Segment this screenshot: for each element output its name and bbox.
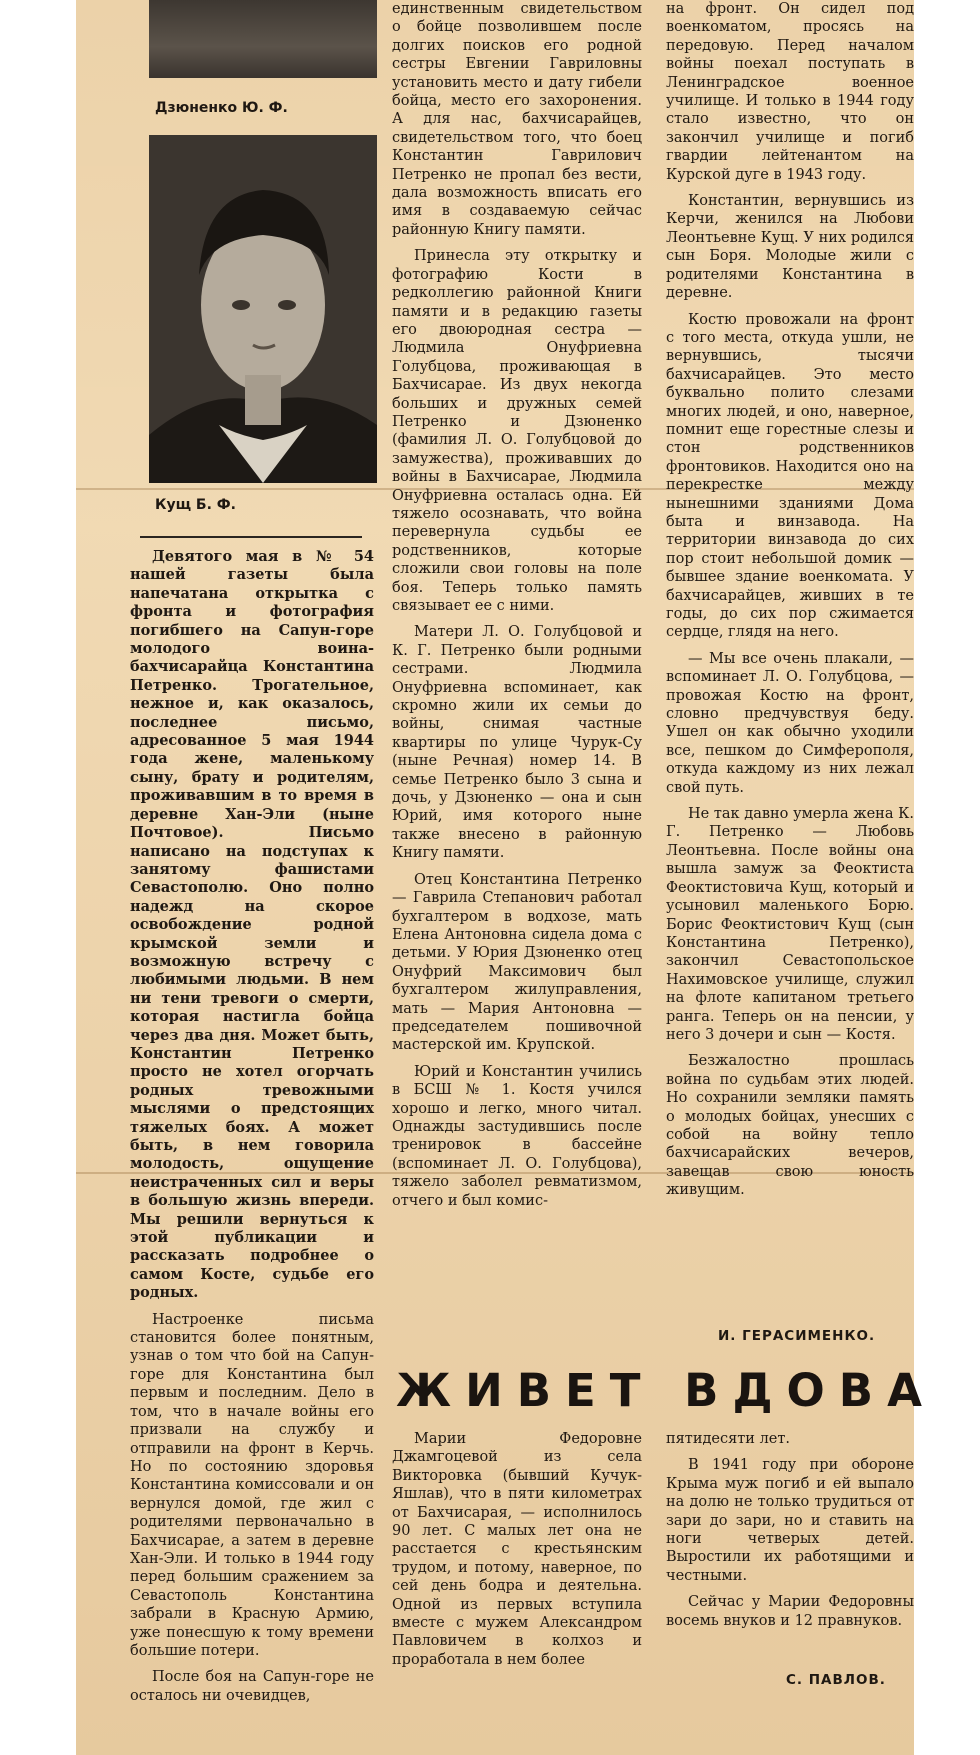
portrait-photo-top (149, 0, 377, 78)
author-signature-2: С. ПАВЛОВ. (786, 1672, 886, 1688)
article-paragraph: Безжалостно прошлась война по судьбам этих людей. Но сохранили земляки память о молодых бойцах, унесших с собой на войну тепло бахчисарайских вечеров, завещав свою юность живущим. (666, 1053, 914, 1199)
article2-column-2 (666, 1430, 914, 1638)
portrait-figure (149, 135, 377, 483)
article-paragraph: Матери Л. О. Голубцовой и К. Г. Петренко были родными сестрами. Людмила Онуфриевна вспоминает, как скромно жили их семьи до войны, снимая частные квартиры по улице Чурук-Су (ныне Речная) номер 14. В семье Петренко было 3 сына и дочь, у Дзюненко — она и сын Юрий, имя которого ныне также внесено в районную Книгу памяти. (392, 624, 642, 862)
portrait-photo-main (149, 135, 377, 483)
article-paragraph: Константин, вернувшись из Керчи, женился на Любови Леонтьевне Кущ. У них родился сын Боря. Молодые жили с родителями Константина в деревне. (666, 193, 914, 302)
article-paragraph: Сейчас у Марии Федоровны восемь внуков и 12 правнуков. (666, 1594, 914, 1629)
article-paragraph: Девятого мая в № 54 нашей газеты была напечатана открытка с фронта и фотография погибшего на Сапун-горе молодого воина-бахчисарайца Константина Петренко. Трогательное, нежное и, как оказалось, последнее письмо, адресованное 5 мая 1944 года жене, маленькому сыну, брату и родителям, проживавшим в то время в деревне Хан-Эли (ныне Почтовое). Письмо написано на подступах к занятому фашистами Севастополю. Оно полно надежд на скорое освобождение родной крымской земли и возможную встречу с любимыми людьми. В нем ни тени тревоги о смерти, которая настигла бойца через два дня. Может быть, Константин Петренко просто не хотел огорчать родных тревожными мыслями о предстоящих тяжелых боях. А может быть, в нем говорила молодость, ощущение неистраченных сил и веры в большую жизнь впереди. Мы решили вернуться к этой публикации и рассказать подробнее о самом Косте, судьбе его родных. (130, 548, 374, 1302)
article-column-3 (666, 0, 914, 1208)
article-paragraph: пятидесяти лет. (666, 1431, 790, 1447)
article-paragraph: Юрий и Константин учились в БСШ № 1. Костя учился хорошо и легко, много читал. Однажды застудившись после тренировок в бассейне (вспоминает Л. О. Голубцова), тяжело заболел ревматизмом, отчего и был комис- (392, 1063, 642, 1209)
article-paragraph: — Мы все очень плакали, — вспоминает Л. О. Голубцова, — провожая Костю на фронт, словно предчувствуя беду. Ушел он как обычно уходили все, пешком до Симферополя, откуда каждому из них лежал свой путь. (666, 650, 914, 796)
author-signature-1: И. ГЕРАСИМЕНКО. (718, 1328, 876, 1344)
article-paragraph: Костю провожали на фронт с того места, откуда ушли, не вернувшись, тысячи бахчисарайцев. Это место буквально полито слезами многих людей, и оно, наверное, помнит еще горестные слезы и стон родственников фронтовиков. Находится оно на перекрестке между нынешними зданиями Дома быта и винзавода. На территории винзавода до сих пор стоит небольшой домик — бывшее здание военкомата. У бахчисарайцев, живших в те годы, до сих пор сжимается сердце, глядя на него. (666, 311, 914, 641)
column-divider (140, 536, 362, 538)
article-paragraph: В 1941 году при обороне Крыма муж погиб и ей выпало на долю не только трудиться от зари до зари, но и ставить на ноги четверых детей. Выростили их работящими и честными. (666, 1457, 914, 1584)
article-paragraph: Не так давно умерла жена К. Г. Петренко — Любовь Леонтьевна. После войны она вышла замуж за Феоктиста Феоктистовича Кущ, который и усыновил маленького Борю. Борис Феоктистович Кущ (сын Константина Петренко), закончил Севастопольское Нахимовское училище, служил на флоте капитаном третьего ранга. Теперь он на пенсии, у него 3 дочери и сын — Костя. (666, 806, 914, 1043)
article2-column-1 (392, 1430, 642, 1677)
article-column-1 (130, 548, 374, 1713)
article-paragraph: Отец Константина Петренко — Гаврила Степанович работал бухгалтером в водхозе, мать Елена Антоновна сидела дома с детьми. У Юрия Дзюненко отец Онуфрий Максимович был бухгалтером жилуправления, мать — Мария Антоновна — председателем пошивочной мастерской им. Крупской. (392, 871, 642, 1054)
article-paragraph: на фронт. Он сидел под военкоматом, просясь на передовую. Перед началом войны поехал поступать в Ленинградское военное училище. И только в 1944 году стало известно, что он закончил училище и погиб гвардии лейтенантом на Курской дуге в 1943 году. (666, 1, 914, 183)
article-paragraph: После боя на Сапун-горе не осталось ни очевидцев, (130, 1669, 374, 1704)
article-headline: ЖИВЕТ ВДОВА (396, 1364, 936, 1417)
photo-caption-main: Кущ Б. Ф. (155, 497, 236, 513)
photo-caption-top: Дзюненко Ю. Ф. (155, 100, 288, 116)
article-paragraph: Марии Федоровне Джамгоцевой из села Викторовка (бывший Кучук-Яшлав), что в пяти километрах от Бахчисарая, — исполнилось 90 лет. С малых лет она не расстается с крестьянским трудом, и потому, наверное, по сей день бодра и деятельна. Одной из первых вступила вместе с мужем Александром Павловичем в колхоз и проработала в нем более (392, 1431, 642, 1668)
article-paragraph: Настроенке письма становится более понятным, узнав о том что бой на Сапун-горе для Константина был первым и последним. Дело в том, что в начале войны его призвали на службу и отправили на фронт в Керчь. Но по состоянию здоровья Константина комиссовали и он вернулся домой, где жил с родителями первоначально в Бахчисарае, а затем в деревне Хан-Эли. И только в 1944 году перед большим сражением за Севастополь Константина забрали в Красную Армию, уже понесшую к тому времени большие потери. (130, 1311, 374, 1659)
article-column-2 (392, 0, 642, 1218)
article-paragraph: Принесла эту открытку и фотографию Кости в редколлегию районной Книги памяти и в редакцию газеты его двоюродная сестра — Людмила Онуфриевна Голубцова, проживающая в Бахчисарае. Из двух некогда больших и дружных семей Петренко и Дзюненко (фамилия Л. О. Голубцовой до замужества), проживавших до войны в Бахчисарае, Людмила Онуфриевна осталась одна. Ей тяжело осознавать, что война перевернула судьбы ее родственников, которые сложили свои головы на поле боя. Теперь только память связывает ее с ними. (392, 248, 642, 614)
article-paragraph: единственным свидетельством о бойце позволившем после долгих поисков его родной сестры Евгении Гавриловны установить место и дату гибели бойца, место его захоронения. А для нас, бахчисарайцев, свидетельством того, что боец Константин Гаврилович Петренко не пропал без вести, дала возможность вписать его имя в создаваемую сейчас районную Книгу памяти. (392, 1, 642, 238)
